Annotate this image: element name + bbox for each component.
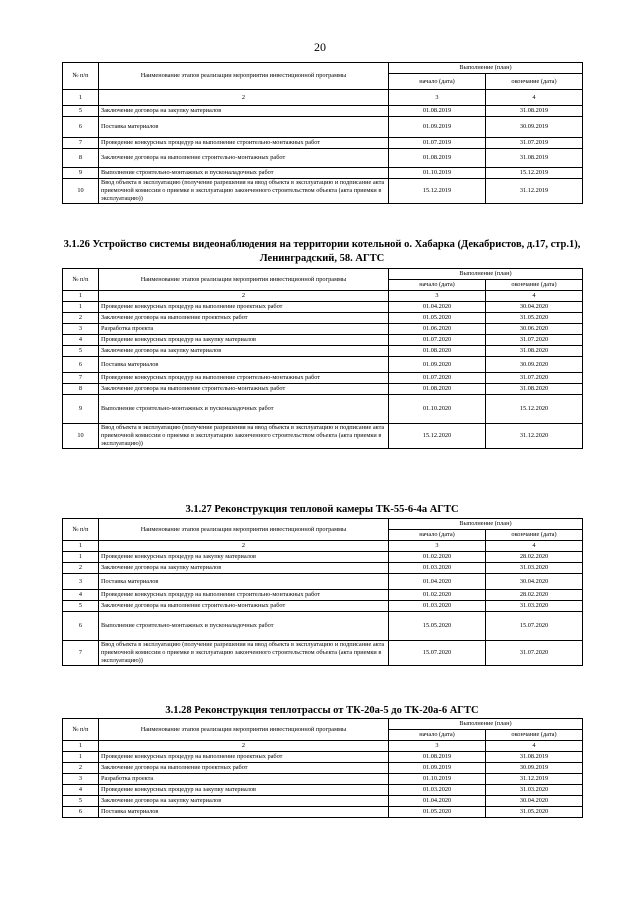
stage-name: Заключение договора на выполнение строительно-монтажных работ [99,149,389,168]
start-date: 01.06.2020 [389,324,486,335]
end-date: 31.08.2020 [486,346,583,357]
header-number: № п/п [63,519,99,541]
section-title-3-1-27: 3.1.27 Реконструкция тепловой камеры ТК-55-6-4а АГТС [185,504,459,515]
table-row [63,179,583,204]
header-stage-name: Наименование этапов реализации мероприятия инвестиционной программы [99,719,389,741]
stage-name: Проведение конкурсных процедур на выполнение строительно-монтажных работ [99,590,389,601]
start-date: 01.09.2019 [389,117,486,138]
column-index: 1 [63,90,99,106]
end-date: 31.05.2020 [486,807,583,818]
column-index-row [63,741,583,752]
table-row [63,590,583,601]
row-number: 3 [63,324,99,335]
start-date: 01.08.2019 [389,149,486,168]
stage-name: Проведение конкурсных процедур на выполнение строительно-монтажных работ [99,373,389,384]
stage-name: Выполнение строительно-монтажных и пусконаладочных работ [99,395,389,424]
stage-name: Заключение договора на закупку материалов [99,346,389,357]
header-start-date: начало (дата) [389,74,486,90]
start-date: 01.08.2019 [389,106,486,117]
column-index: 2 [99,741,389,752]
stage-name: Проведение конкурсных процедур на закупку материалов [99,785,389,796]
section-title-3-1-26: 3.1.26 Устройство системы видеонаблюдения на территории котельной о. Хабарка (Декабристов, д.17, стр.1), Ленинградский, 58. АГТС [63,239,581,264]
plan-table-3-1-27 [62,518,583,666]
row-number: 4 [63,335,99,346]
table-row [63,138,583,149]
column-index: 4 [486,291,583,302]
header-end-date: окончание (дата) [486,74,583,90]
row-number: 2 [63,563,99,574]
end-date: 28.02.2020 [486,552,583,563]
stage-name: Заключение договора на закупку материалов [99,563,389,574]
stage-name: Ввод объекта в эксплуатацию (получение разрешения на ввод объекта в эксплуатацию и подписание акта приемочной комиссии о приемке в эксплуатацию законченного строительством объекта (акта приемки в эксплуатацию)) [99,641,389,666]
end-date: 30.09.2020 [486,357,583,373]
row-number: 4 [63,590,99,601]
end-date: 30.04.2020 [486,302,583,313]
table-row [63,785,583,796]
row-number: 5 [63,346,99,357]
row-number: 5 [63,601,99,612]
row-number: 1 [63,752,99,763]
stage-name: Проведение конкурсных процедур на закупку материалов [99,552,389,563]
end-date: 31.03.2020 [486,785,583,796]
stage-name: Поставка материалов [99,574,389,590]
table-row [63,641,583,666]
column-index: 3 [389,90,486,106]
row-number: 2 [63,763,99,774]
column-index-row [63,90,583,106]
table-row [63,149,583,168]
column-index: 2 [99,90,389,106]
stage-name: Проведение конкурсных процедур на закупку материалов [99,335,389,346]
table-row [63,384,583,395]
start-date: 15.12.2020 [389,424,486,449]
row-number: 6 [63,612,99,641]
table-row [63,796,583,807]
end-date: 31.05.2020 [486,313,583,324]
stage-name: Проведение конкурсных процедур на выполнение проектных работ [99,302,389,313]
start-date: 01.10.2019 [389,774,486,785]
table-row [63,117,583,138]
end-date: 31.12.2020 [486,424,583,449]
section-title-3-1-28: 3.1.28 Реконструкция теплотрассы от ТК-20а-5 до ТК-20а-6 АГТС [165,705,479,716]
start-date: 01.08.2020 [389,346,486,357]
table-row [63,612,583,641]
header-end-date: окончание (дата) [486,730,583,741]
table-row [63,752,583,763]
end-date: 31.03.2020 [486,563,583,574]
column-index: 4 [486,741,583,752]
row-number: 6 [63,807,99,818]
page-number: 20 [314,40,326,54]
table-row [63,395,583,424]
start-date: 15.12.2019 [389,179,486,204]
table-row [63,335,583,346]
row-number: 2 [63,313,99,324]
column-index: 3 [389,291,486,302]
stage-name: Заключение договора на выполнение строительно-монтажных работ [99,601,389,612]
stage-name: Заключение договора на выполнение проектных работ [99,763,389,774]
start-date: 01.09.2019 [389,763,486,774]
end-date: 28.02.2020 [486,590,583,601]
row-number: 9 [63,395,99,424]
table-row [63,168,583,179]
stage-name: Проведение конкурсных процедур на выполнение проектных работ [99,752,389,763]
row-number: 3 [63,574,99,590]
column-index: 1 [63,541,99,552]
end-date: 31.08.2019 [486,149,583,168]
stage-name: Ввод объекта в эксплуатацию (получение разрешения на ввод объекта в эксплуатацию и подписание акта приемочной комиссии о приемке в эксплуатацию законченного строительством объекта (акта приемки в эксплуатацию)) [99,424,389,449]
plan-table-3-1-28 [62,718,583,818]
end-date: 31.07.2020 [486,373,583,384]
row-number: 3 [63,774,99,785]
header-end-date: окончание (дата) [486,530,583,541]
start-date: 01.07.2020 [389,373,486,384]
table-row [63,346,583,357]
column-index: 1 [63,291,99,302]
column-index-row [63,291,583,302]
start-date: 01.03.2020 [389,785,486,796]
stage-name: Поставка материалов [99,117,389,138]
table-row [63,373,583,384]
row-number: 8 [63,384,99,395]
header-number: № п/п [63,63,99,90]
end-date: 31.12.2019 [486,774,583,785]
stage-name: Заключение договора на закупку материалов [99,106,389,117]
start-date: 01.10.2020 [389,395,486,424]
end-date: 30.06.2020 [486,324,583,335]
stage-name: Заключение договора на выполнение строительно-монтажных работ [99,384,389,395]
header-execution: Выполнение (план) [389,63,583,74]
start-date: 01.08.2019 [389,752,486,763]
table-row [63,763,583,774]
stage-name: Проведение конкурсных процедур на выполнение строительно-монтажных работ [99,138,389,149]
start-date: 01.09.2020 [389,357,486,373]
start-date: 01.02.2020 [389,552,486,563]
start-date: 01.10.2019 [389,168,486,179]
stage-name: Поставка материалов [99,357,389,373]
column-index: 2 [99,541,389,552]
row-number: 1 [63,302,99,313]
header-execution: Выполнение (план) [389,269,583,280]
start-date: 01.05.2020 [389,807,486,818]
start-date: 01.05.2020 [389,313,486,324]
column-index: 2 [99,291,389,302]
end-date: 30.09.2019 [486,117,583,138]
header-start-date: начало (дата) [389,280,486,291]
stage-name: Ввод объекта в эксплуатацию (получение разрешения на ввод объекта в эксплуатацию и подписание акта приемочной комиссии о приемке в эксплуатацию законченного строительством объекта (акта приемки в эксплуатацию)) [99,179,389,204]
table-row [63,563,583,574]
plan-table-3-1-26 [62,268,583,449]
header-number: № п/п [63,719,99,741]
row-number: 7 [63,641,99,666]
column-index: 3 [389,741,486,752]
table-row [63,357,583,373]
start-date: 01.04.2020 [389,796,486,807]
start-date: 01.03.2020 [389,601,486,612]
column-index: 3 [389,541,486,552]
end-date: 31.07.2019 [486,138,583,149]
table-header-row [63,269,583,280]
row-number: 10 [63,179,99,204]
start-date: 01.07.2020 [389,335,486,346]
stage-name: Поставка материалов [99,807,389,818]
start-date: 01.02.2020 [389,590,486,601]
row-number: 4 [63,785,99,796]
header-stage-name: Наименование этапов реализации мероприятия инвестиционной программы [99,63,389,90]
table-row [63,424,583,449]
table-row [63,313,583,324]
start-date: 01.04.2020 [389,302,486,313]
header-execution: Выполнение (план) [389,519,583,530]
plan-table-continued [62,62,583,204]
table-row [63,601,583,612]
start-date: 01.07.2019 [389,138,486,149]
table-row [63,302,583,313]
start-date: 01.03.2020 [389,563,486,574]
table-row [63,574,583,590]
end-date: 31.07.2020 [486,641,583,666]
row-number: 6 [63,117,99,138]
column-index: 4 [486,541,583,552]
start-date: 15.05.2020 [389,612,486,641]
end-date: 31.08.2019 [486,106,583,117]
header-start-date: начало (дата) [389,530,486,541]
end-date: 31.03.2020 [486,601,583,612]
table-row [63,807,583,818]
column-index-row [63,541,583,552]
header-stage-name: Наименование этапов реализации мероприятия инвестиционной программы [99,269,389,291]
column-index: 1 [63,741,99,752]
row-number: 5 [63,106,99,117]
end-date: 30.04.2020 [486,574,583,590]
stage-name: Выполнение строительно-монтажных и пусконаладочных работ [99,168,389,179]
end-date: 15.07.2020 [486,612,583,641]
end-date: 31.07.2020 [486,335,583,346]
table-header-row [63,63,583,74]
end-date: 15.12.2020 [486,395,583,424]
stage-name: Разработка проекта [99,774,389,785]
row-number: 7 [63,138,99,149]
row-number: 8 [63,149,99,168]
stage-name: Выполнение строительно-монтажных и пусконаладочных работ [99,612,389,641]
header-end-date: окончание (дата) [486,280,583,291]
header-execution: Выполнение (план) [389,719,583,730]
table-row [63,774,583,785]
stage-name: Разработка проекта [99,324,389,335]
table-header-row [63,519,583,530]
end-date: 30.09.2019 [486,763,583,774]
end-date: 31.08.2020 [486,384,583,395]
end-date: 15.12.2019 [486,168,583,179]
row-number: 6 [63,357,99,373]
header-stage-name: Наименование этапов реализации мероприятия инвестиционной программы [99,519,389,541]
stage-name: Заключение договора на выполнение проектных работ [99,313,389,324]
end-date: 31.12.2019 [486,179,583,204]
column-index: 4 [486,90,583,106]
start-date: 15.07.2020 [389,641,486,666]
table-row [63,552,583,563]
table-row [63,324,583,335]
row-number: 5 [63,796,99,807]
start-date: 01.08.2020 [389,384,486,395]
header-start-date: начало (дата) [389,730,486,741]
row-number: 7 [63,373,99,384]
row-number: 1 [63,552,99,563]
row-number: 10 [63,424,99,449]
header-number: № п/п [63,269,99,291]
end-date: 31.08.2019 [486,752,583,763]
stage-name: Заключение договора на закупку материалов [99,796,389,807]
start-date: 01.04.2020 [389,574,486,590]
table-row [63,106,583,117]
row-number: 9 [63,168,99,179]
end-date: 30.04.2020 [486,796,583,807]
table-header-row [63,719,583,730]
